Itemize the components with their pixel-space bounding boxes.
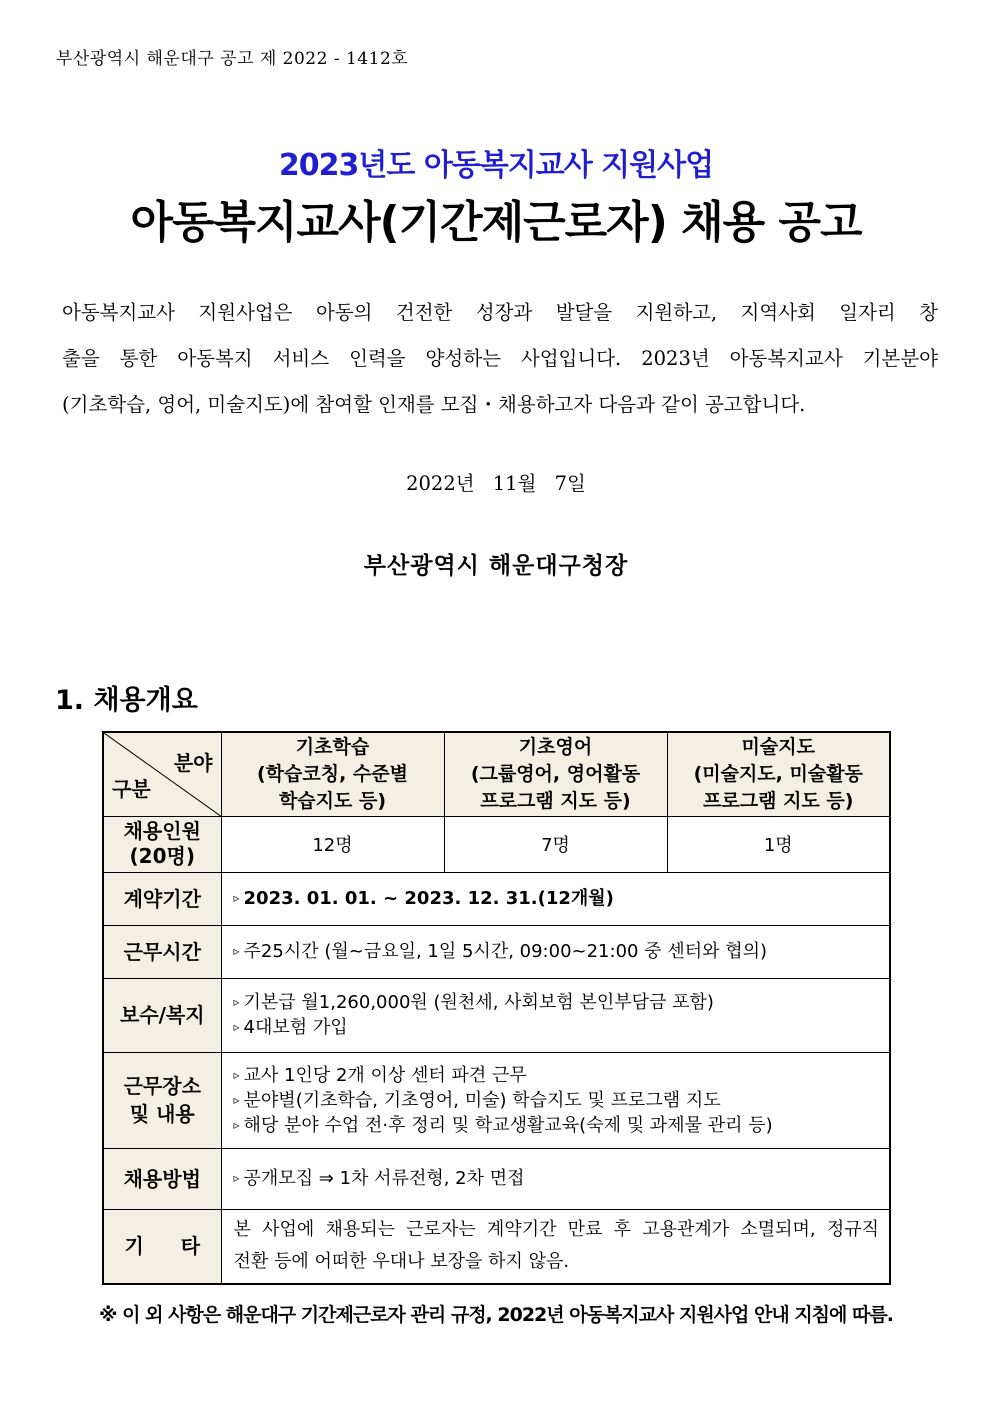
note-line: 본 사업에 채용되는 근로자는 계약기간 만료 후 고용관계가 소멸되며, 정규직 [233,1219,879,1241]
column-header-line: (그룹영어, 영어활동 [470,762,641,785]
footnote: ※ 이 외 사항은 해운대구 기간제근로자 관리 규정, 2022년 아동복지교사 지원사업 안내 지침에 따름. [99,1304,893,1326]
list-item-text: 2023. 01. 01. ~ 2023. 12. 31.(12개월) [243,888,614,909]
recruit-count-basic-english: 7명 [444,816,667,872]
list-item [234,1166,890,1191]
column-header-line: 기초영어 [518,735,593,758]
column-header-line: 학습지도 등) [278,789,387,812]
intro-line: 아동복지교사 지원사업은 아동의 건전한 성장과 발달을 지원하고, 지역사회 일자리 창 [62,301,938,324]
column-header-line: 기초학습 [295,735,370,758]
triangle-bullet-icon: ▹ [233,995,240,1009]
list-item [234,1015,890,1040]
other-notes [221,1209,890,1284]
triangle-bullet-icon: ▹ [233,891,240,905]
column-header-art [667,732,890,816]
row-label-line: 근무장소 [123,1074,201,1098]
triangle-bullet-icon: ▹ [233,1171,240,1185]
row-label-hours: 근무시간 [103,925,221,978]
pay-welfare [221,978,890,1052]
row-label-line: (20명) [129,844,195,868]
triangle-bullet-icon: ▹ [233,944,240,958]
list-item-text: 해당 분야 수업 전·후 정리 및 학교생활교육(숙제 및 과제물 관리 등) [243,1114,773,1136]
table-row-recruit [103,816,890,872]
list-item [234,1063,890,1088]
row-label-etc: 기 타 [103,1209,221,1284]
list-item [234,990,890,1015]
list-item [234,1088,890,1113]
table-header-row [103,732,890,816]
main-title: 아동복지교사(기간제근로자) 채용 공고 [130,197,862,248]
triangle-bullet-icon: ▹ [233,1117,240,1132]
contract-period [221,872,890,925]
list-item-text: 공개모집 ⇒ 1차 서류전형, 2차 면접 [243,1168,525,1189]
column-header-line: 프로그램 지도 등) [480,789,631,812]
corner-bottom-label: 구분 [112,776,151,801]
issuer: 부산광역시 해운대구청장 [363,552,629,579]
intro-paragraph [62,290,938,428]
section-title: 1. 채용개요 [55,685,198,716]
triangle-bullet-icon: ▹ [233,1092,240,1107]
recruitment-table [102,731,891,1285]
intro-line: (기초학습, 영어, 미술지도)에 참여할 인재를 모집・채용하고자 다음과 같이 공고합니다. [62,393,806,416]
notice-number: 부산광역시 해운대구 공고 제 2022 - 1412호 [56,49,409,69]
column-header-basic-english [444,732,667,816]
list-item [234,939,890,964]
intro-line: 출을 통한 아동복지 서비스 인력을 양성하는 사업입니다. 2023년 아동복지교사 기본분야 [62,347,938,370]
column-header-line: (학습코칭, 수준별 [257,762,408,785]
announcement-date: 2022년 11월 7일 [406,472,586,495]
column-header-line: 프로그램 지도 등) [703,789,854,812]
row-label-workplace [103,1052,221,1148]
column-header-basic-learning [221,732,444,816]
table-row-contract [103,872,890,925]
table-row-workplace [103,1052,890,1148]
row-label-line: 채용인원 [123,819,201,843]
row-label-recruit [103,816,221,872]
workplace-duties [221,1052,890,1148]
recruitment-method [221,1148,890,1209]
corner-top-label: 분야 [173,751,213,775]
list-item [234,1113,890,1138]
list-item-text: 주25시간 (월~금요일, 1일 5시간, 09:00~21:00 중 센터와 협의) [243,941,767,962]
table-row-etc [103,1209,890,1284]
row-label-contract: 계약기간 [103,872,221,925]
triangle-bullet-icon: ▹ [233,1067,240,1082]
corner-cell [103,732,221,816]
recruit-count-art: 1명 [667,816,890,872]
row-label-method: 채용방법 [103,1148,221,1209]
list-item-text: 교사 1인당 2개 이상 센터 파견 근무 [243,1064,527,1086]
row-label-pay: 보수/복지 [103,978,221,1052]
list-item-text: 분야별(기초학습, 기초영어, 미술) 학습지도 및 프로그램 지도 [243,1089,721,1111]
table-row-method [103,1148,890,1209]
table-row-pay [103,978,890,1052]
column-header-line: 미술지도 [741,735,815,758]
subtitle: 2023년도 아동복지교사 지원사업 [278,148,714,183]
note-line: 전환 등에 어떠한 우대나 보장을 하지 않음. [233,1251,570,1273]
list-item [234,886,890,911]
list-item-text: 4대보험 가입 [243,1017,348,1038]
list-item-text: 기본급 월1,260,000원 (원천세, 사회보험 본인부담금 포함) [243,992,714,1013]
working-hours [221,925,890,978]
table-row-hours [103,925,890,978]
recruit-count-basic-learning: 12명 [221,816,444,872]
row-label-line: 및 내용 [129,1102,195,1126]
triangle-bullet-icon: ▹ [233,1020,240,1034]
column-header-line: (미술지도, 미술활동 [693,762,863,785]
